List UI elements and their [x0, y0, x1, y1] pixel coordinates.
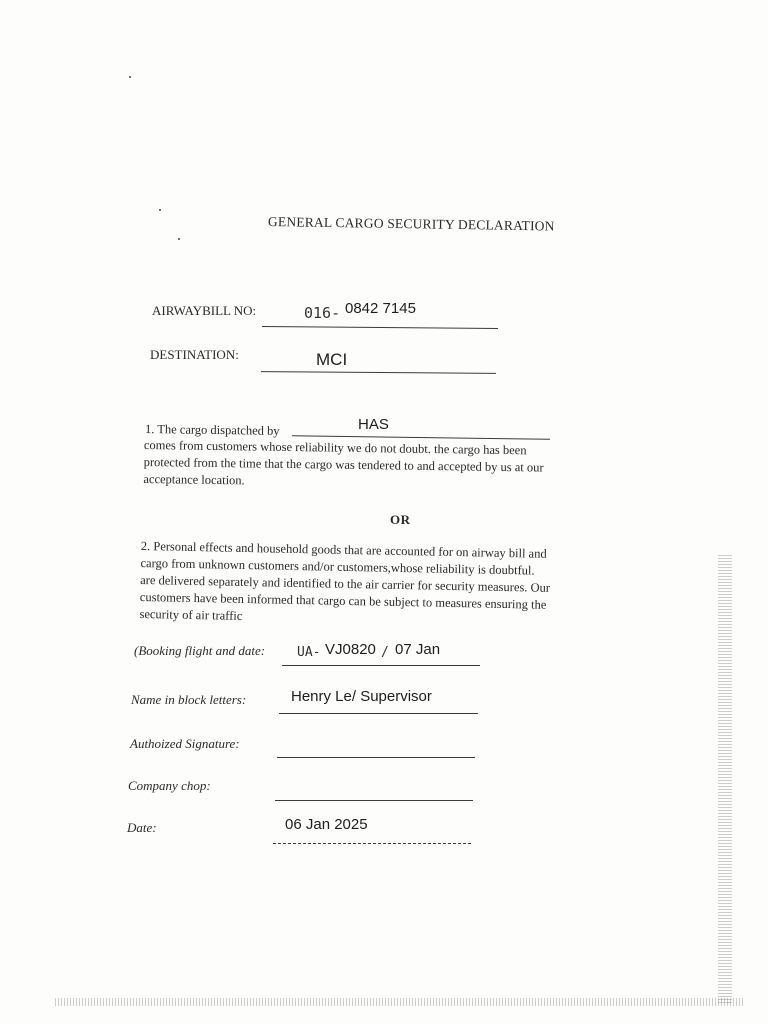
clause1-line-1: comes from customers whose reliability we do not doubt. the cargo has been: [143, 437, 527, 458]
booking-flight: VJ0820: [325, 641, 376, 658]
booking-separator: /: [381, 645, 389, 660]
airwaybill-line: [262, 326, 498, 329]
booking-line: [282, 665, 480, 666]
scan-edge-right: [718, 555, 732, 1005]
scan-speck: [159, 209, 161, 211]
airwaybill-number: 0842 7145: [345, 300, 416, 317]
scan-speck: [129, 76, 131, 78]
date-label: Date:: [127, 820, 157, 835]
date-line: [273, 843, 471, 844]
airwaybill-label: AIRWAYBILL NO:: [152, 303, 257, 318]
booking-label: (Booking flight and date:: [134, 643, 266, 658]
clause2-line-4: customers have been informed that cargo can be subject to measures ensuring the: [139, 589, 547, 612]
scan-speck: [178, 238, 180, 240]
company-chop-label: Company chop:: [128, 778, 211, 793]
booking-date: 07 Jan: [395, 641, 441, 658]
clause1-line-3: acceptance location.: [143, 471, 245, 488]
clause2-text: [139, 538, 550, 631]
booking-prefix: UA-: [297, 645, 321, 660]
name-value: Henry Le/ Supervisor: [291, 688, 432, 705]
date-value: 06 Jan 2025: [285, 816, 368, 833]
document-title: GENERAL CARGO SECURITY DECLARATION: [267, 214, 555, 234]
name-label: Name in block letters:: [131, 692, 247, 707]
clause2-line-3: are delivered separately and identified to the air carrier for security measures. Our: [140, 572, 551, 595]
clause2-line-5: security of air traffic: [139, 606, 243, 623]
or-separator: OR: [390, 512, 411, 527]
scan-edge-bottom: [55, 998, 745, 1006]
clause2-line-1: 2. Personal effects and household goods that are accounted for on airway bill and: [140, 538, 547, 561]
destination-value: MCI: [316, 350, 348, 369]
clause1-line-2: protected from the time that the cargo was tendered to and accepted by us at our: [143, 454, 544, 475]
clause1-shipper: HAS: [358, 416, 389, 433]
name-line: [279, 713, 478, 714]
company-chop-line: [275, 800, 473, 801]
signature-line: [277, 757, 475, 758]
clause2-line-2: cargo from unknown customers and/or customers,whose reliability is doubtful.: [140, 555, 535, 578]
signature-label: Authoized Signature:: [130, 736, 240, 751]
destination-line: [261, 371, 496, 374]
destination-label: DESTINATION:: [150, 347, 239, 362]
clause1-lead: 1. The cargo dispatched by: [144, 422, 280, 438]
clause1-text: [143, 437, 544, 494]
airwaybill-prefix: 016-: [304, 304, 341, 322]
